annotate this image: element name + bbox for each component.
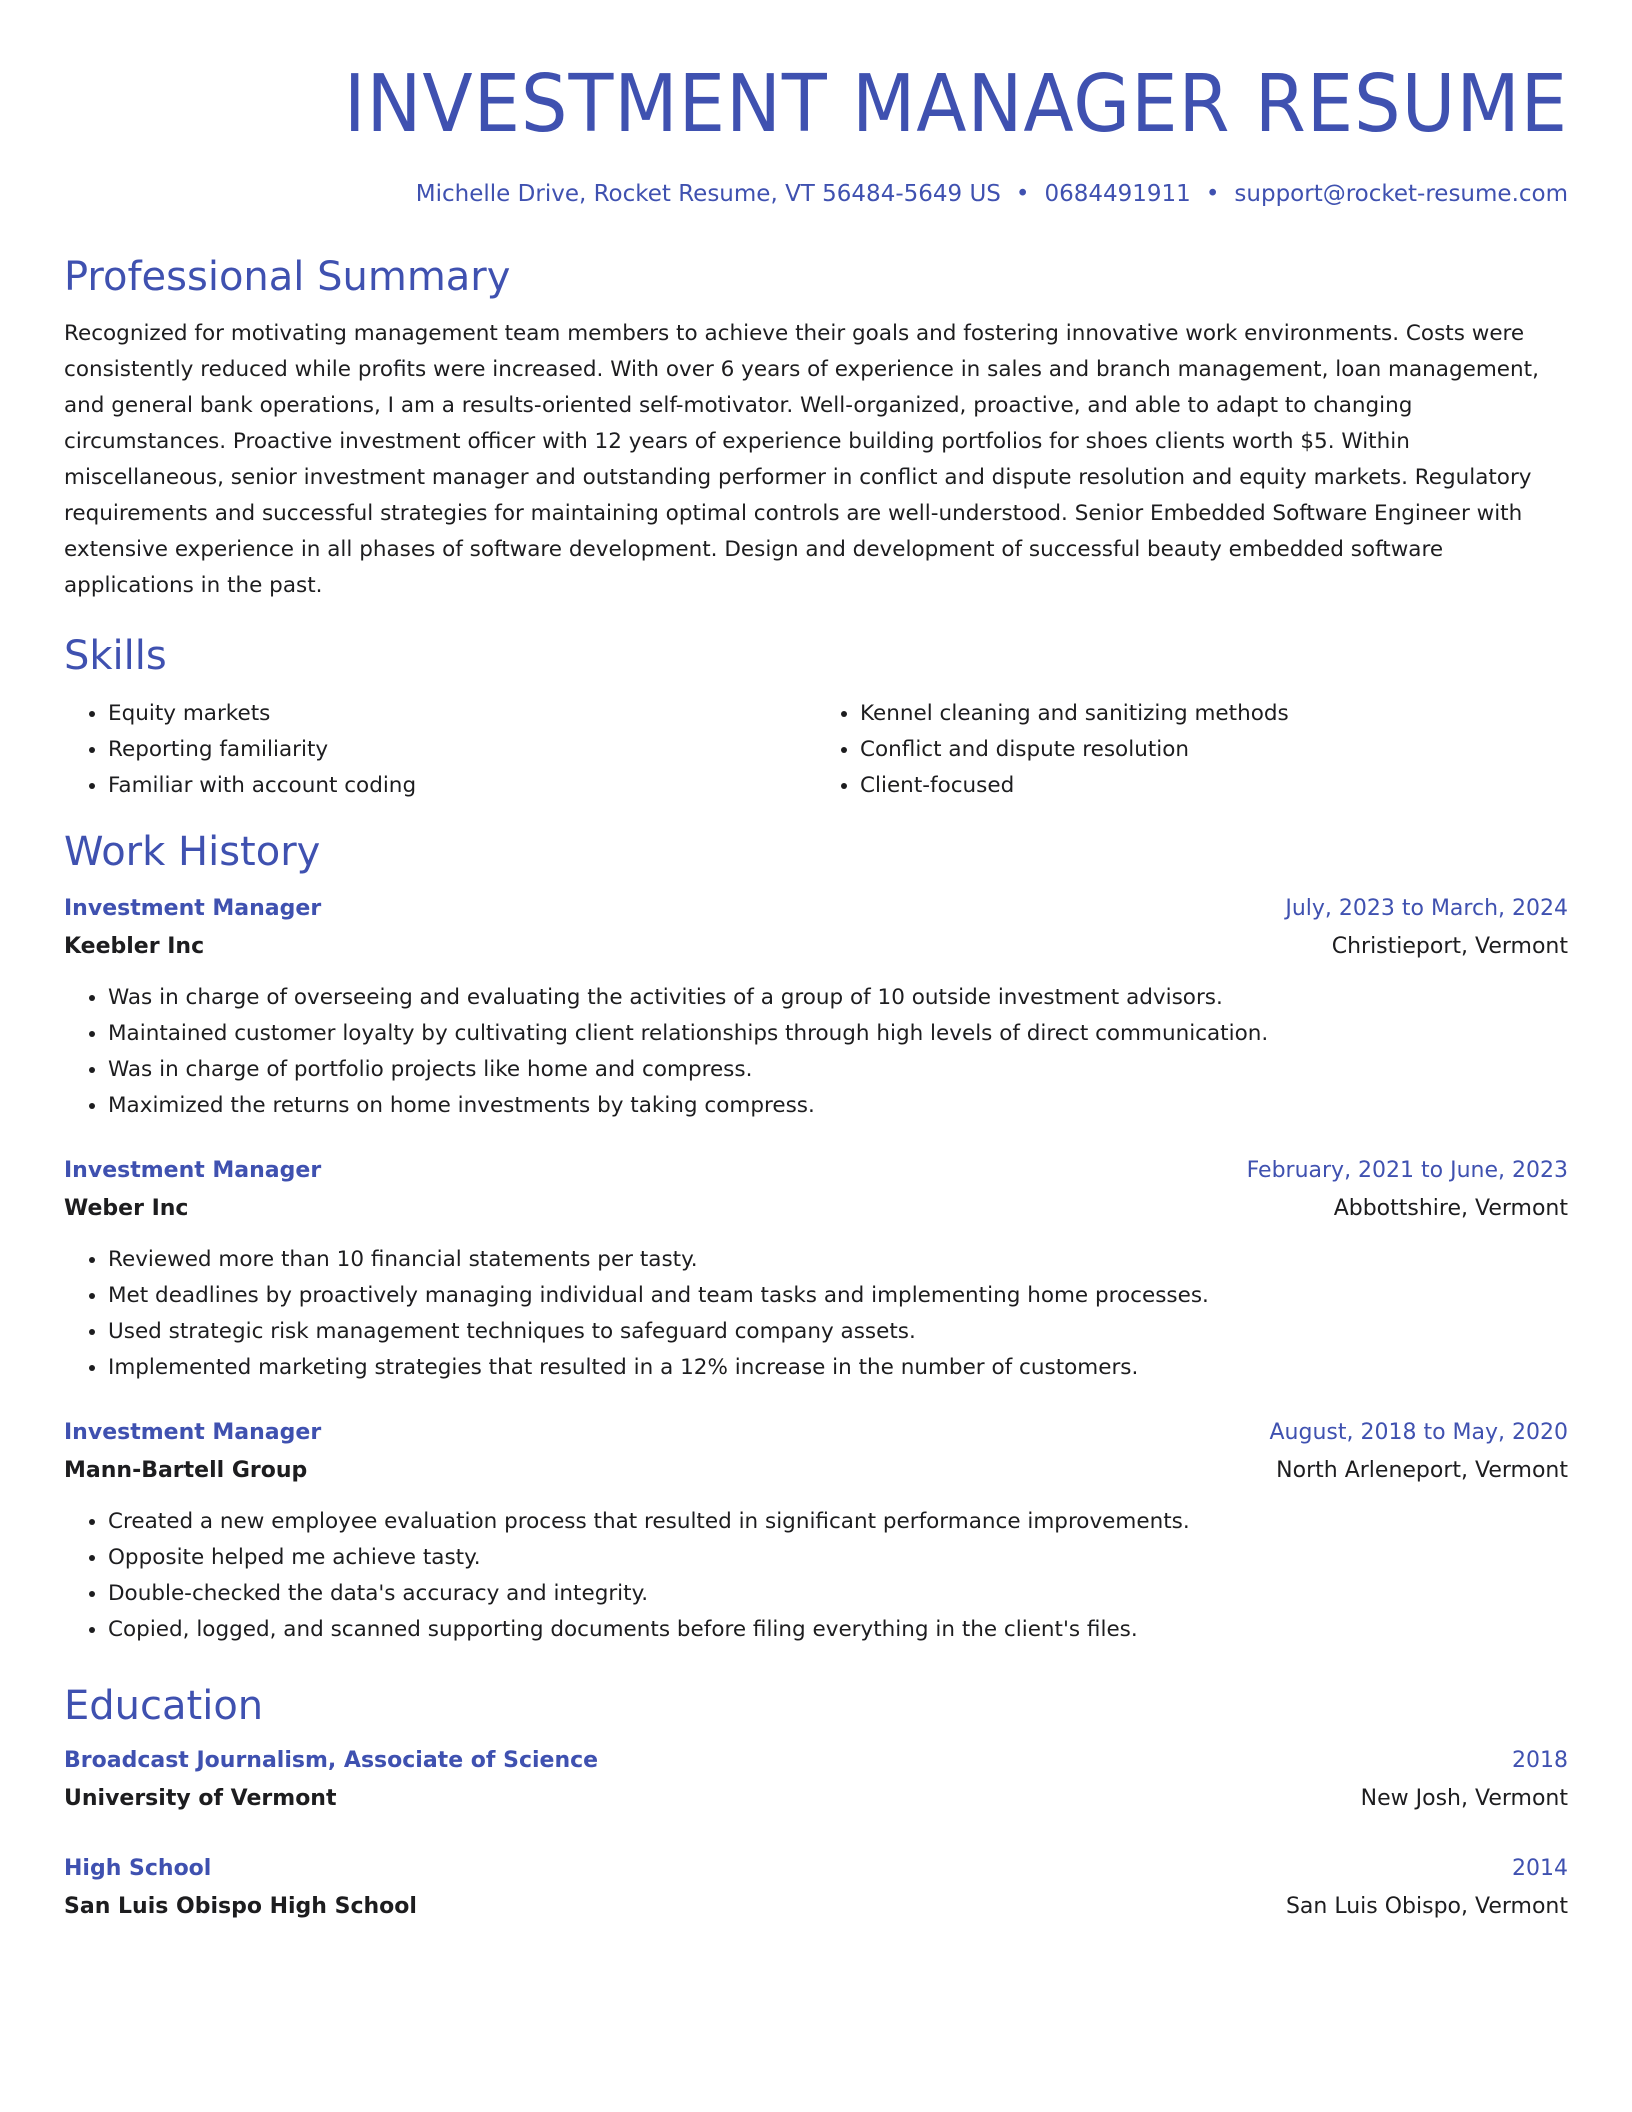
job-bullet: • Met deadlines by proactively managing individual and team tasks and implementing home processes.	[108, 1278, 1568, 1314]
separator-dot: •	[1205, 181, 1220, 207]
job-role: Investment Manager	[64, 1158, 322, 1183]
education-entry	[64, 1742, 1568, 1818]
job-bullet: • Double-checked the data's accuracy and integrity.	[108, 1576, 1568, 1612]
job-dates: August, 2018 to May, 2020	[1269, 1420, 1568, 1445]
skill-item: • Kennel cleaning and sanitizing methods	[860, 696, 1568, 732]
page-title: INVESTMENT MANAGER RESUME	[343, 58, 1568, 150]
education-degree: Broadcast Journalism, Associate of Science	[64, 1748, 599, 1773]
education-degree: High School	[64, 1856, 212, 1881]
education-location: New Josh, Vermont	[1360, 1786, 1568, 1811]
job-location: Christieport, Vermont	[1331, 934, 1568, 959]
skills-list	[64, 696, 1568, 804]
job-entry	[64, 1152, 1568, 1386]
education-year: 2014	[1512, 1856, 1568, 1881]
job-entry	[64, 1414, 1568, 1648]
education-year: 2018	[1512, 1748, 1568, 1773]
job-location: North Arleneport, Vermont	[1276, 1458, 1568, 1483]
skill-item: • Equity markets	[108, 696, 816, 732]
skill-item: • Conflict and dispute resolution	[860, 732, 1568, 768]
skill-item: • Client-focused	[860, 768, 1568, 804]
skills-column-left	[64, 696, 816, 804]
skills-column-right	[816, 696, 1568, 804]
job-role: Investment Manager	[64, 1420, 322, 1445]
job-dates: February, 2021 to June, 2023	[1246, 1158, 1568, 1183]
job-bullet: • Was in charge of portfolio projects like home and compress.	[108, 1052, 1568, 1088]
education-heading: Education	[64, 1683, 264, 1729]
contact-line	[64, 179, 1568, 209]
job-bullets	[64, 1242, 1568, 1386]
education-school: University of Vermont	[64, 1786, 337, 1811]
work-history-heading: Work History	[64, 829, 321, 875]
contact-address: Michelle Drive, Rocket Resume, VT 56484-5649 US	[415, 181, 1001, 207]
summary-heading: Professional Summary	[64, 254, 511, 300]
skill-item: • Reporting familiarity	[108, 732, 816, 768]
job-bullet: • Created a new employee evaluation process that resulted in significant performance improvements.	[108, 1504, 1568, 1540]
contact-email[interactable]: support@rocket-resume.com	[1234, 181, 1568, 207]
job-role: Investment Manager	[64, 896, 322, 921]
job-bullet: • Implemented marketing strategies that resulted in a 12% increase in the number of customers.	[108, 1350, 1568, 1386]
job-company: Mann-Bartell Group	[64, 1458, 308, 1483]
job-bullet: • Copied, logged, and scanned supporting documents before filing everything in the client's files.	[108, 1612, 1568, 1648]
job-company: Weber Inc	[64, 1196, 189, 1221]
education-location: San Luis Obispo, Vermont	[1285, 1894, 1568, 1919]
job-bullet: • Opposite helped me achieve tasty.	[108, 1540, 1568, 1576]
job-company: Keebler Inc	[64, 934, 205, 959]
skill-item: • Familiar with account coding	[108, 768, 816, 804]
job-bullet: • Reviewed more than 10 financial statements per tasty.	[108, 1242, 1568, 1278]
education-entry	[64, 1850, 1568, 1926]
contact-phone[interactable]: 0684491911	[1044, 181, 1191, 207]
job-dates: July, 2023 to March, 2024	[1285, 896, 1568, 921]
job-bullet: • Maintained customer loyalty by cultivating client relationships through high levels of direct communication.	[108, 1016, 1568, 1052]
job-entry	[64, 890, 1568, 1124]
job-location: Abbottshire, Vermont	[1333, 1196, 1568, 1221]
job-bullet: • Maximized the returns on home investments by taking compress.	[108, 1088, 1568, 1124]
summary-text: Recognized for motivating management team members to achieve their goals and fostering innovative work environments. Costs were consistently reduced while profits were increased. With over 6 years of experience in sales and branch management, loan management, and general bank operations, I am a results-oriented self-motivator. Well-organized, proactive, and able to adapt to changing circumstances. Proactive investment officer with 12 years of experience building portfolios for shoes clients worth $5. Within miscellaneous, senior investment manager and outstanding performer in conflict and dispute resolution and equity markets. Regulatory requirements and successful strategies for maintaining optimal controls are well-understood. Senior Embedded Software Engineer with extensive experience in all phases of software development. Design and development of successful beauty embedded software applications in the past.	[64, 321, 1539, 598]
job-bullet: • Was in charge of overseeing and evaluating the activities of a group of 10 outside investment advisors.	[108, 980, 1568, 1016]
education-school: San Luis Obispo High School	[64, 1894, 417, 1919]
job-bullets	[64, 980, 1568, 1124]
job-bullets	[64, 1504, 1568, 1648]
resume-page	[64, 0, 1568, 1926]
separator-dot: •	[1015, 181, 1030, 207]
skills-heading: Skills	[64, 633, 167, 679]
job-bullet: • Used strategic risk management techniques to safeguard company assets.	[108, 1314, 1568, 1350]
